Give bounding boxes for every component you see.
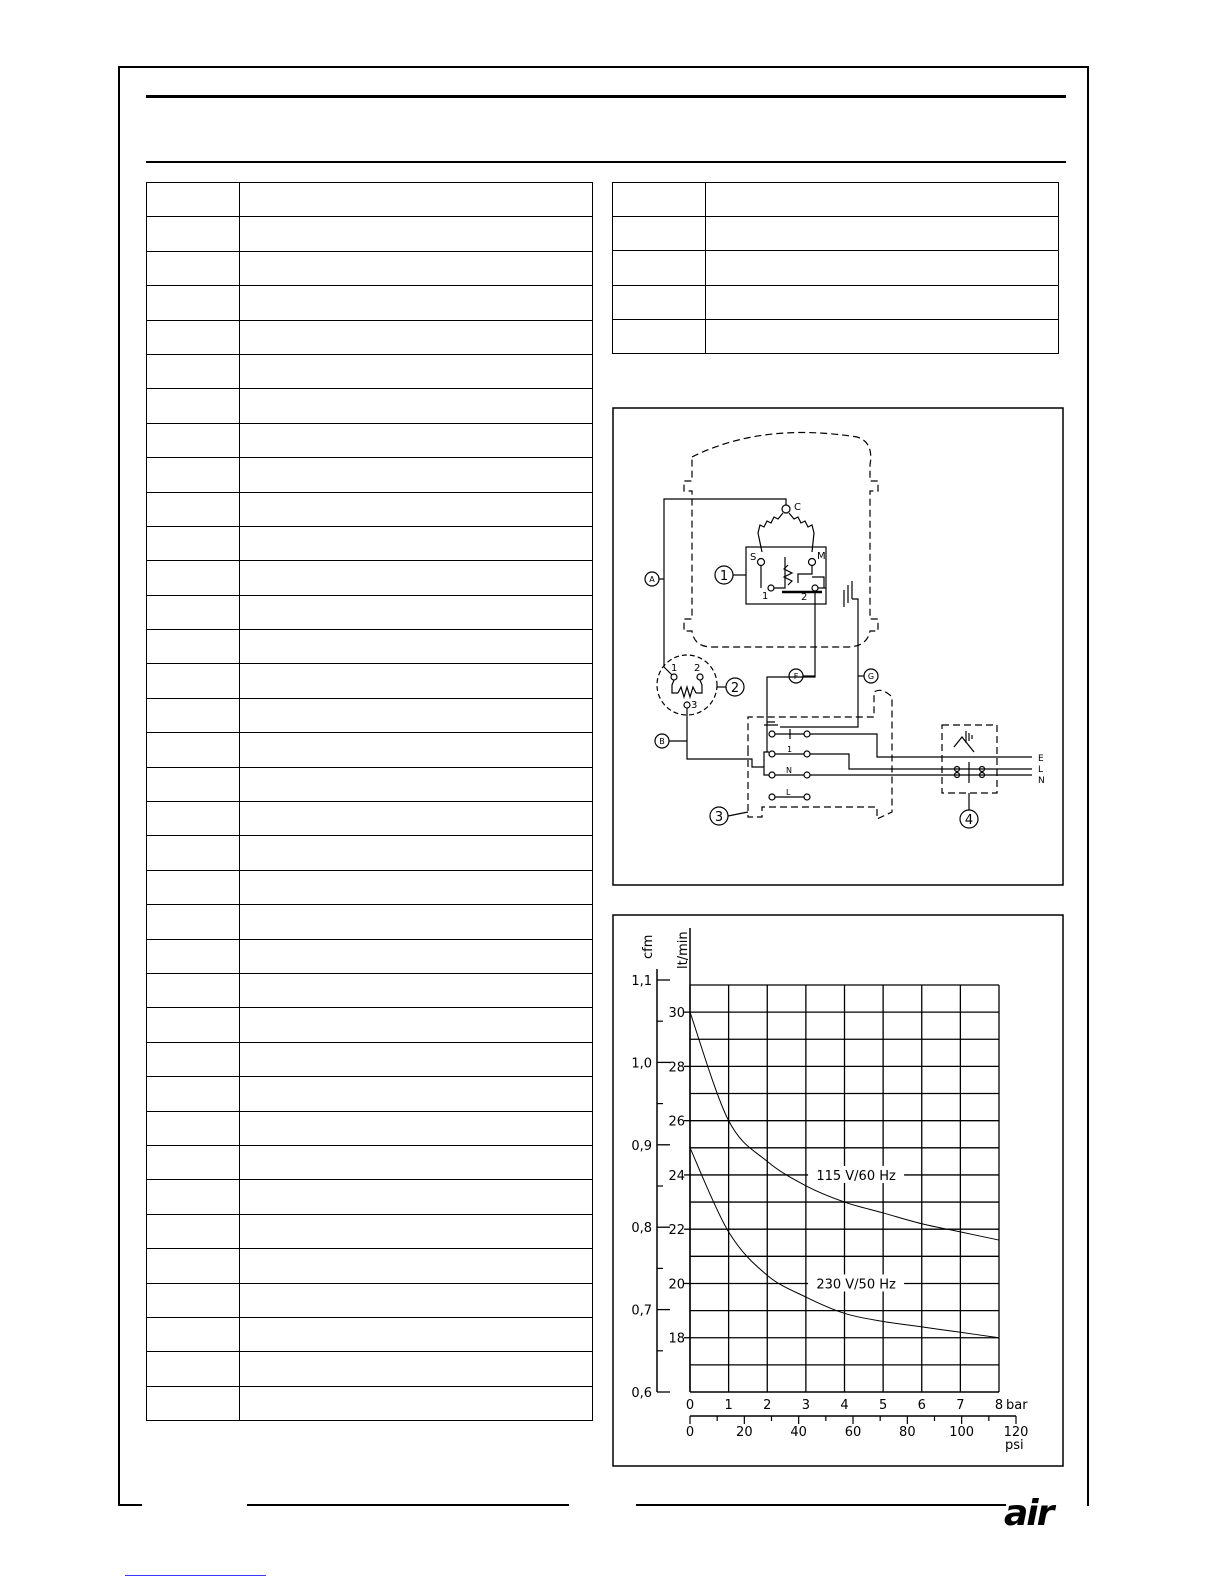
table-row xyxy=(147,870,593,904)
footer-rule-middle xyxy=(247,1504,569,1506)
table-row xyxy=(147,664,593,698)
cell-number xyxy=(147,870,240,904)
callout-f-text: F xyxy=(793,672,799,681)
table-row xyxy=(613,319,1059,353)
table-row xyxy=(613,217,1059,251)
cell-number xyxy=(147,939,240,973)
y-tick-label: 28 xyxy=(668,1060,685,1076)
callout-1-text: 1 xyxy=(719,569,729,584)
cell-number xyxy=(147,492,240,526)
cell-description xyxy=(706,183,1059,217)
cell-number xyxy=(147,973,240,1007)
table-row xyxy=(147,217,593,251)
cell-description xyxy=(240,389,593,423)
table-row xyxy=(147,320,593,354)
cell-description xyxy=(240,423,593,457)
table-row xyxy=(147,389,593,423)
parts-table-left xyxy=(146,182,593,1421)
page-frame-bottom xyxy=(118,1504,142,1506)
cell-description xyxy=(240,698,593,732)
table-row xyxy=(147,1180,593,1214)
cell-number xyxy=(613,217,706,251)
label-p2: 2 xyxy=(694,663,701,674)
winding-start xyxy=(758,513,783,552)
cell-description xyxy=(706,285,1059,319)
table-row xyxy=(147,973,593,1007)
cell-description xyxy=(240,1042,593,1076)
page-frame-left xyxy=(118,66,120,1506)
x-tick-label: 3 xyxy=(801,1398,811,1413)
parts-table-right xyxy=(612,182,1059,354)
cell-number xyxy=(147,630,240,664)
cell-number xyxy=(147,1249,240,1283)
page-frame-top xyxy=(118,66,1089,68)
table-row xyxy=(147,698,593,732)
callout-a-text: A xyxy=(649,575,655,584)
table-row xyxy=(147,939,593,973)
x-tick-label: 4 xyxy=(840,1398,849,1413)
cell-description xyxy=(240,217,593,251)
cell-description xyxy=(240,664,593,698)
table-row xyxy=(147,183,593,217)
cell-number xyxy=(147,251,240,285)
label-n: N xyxy=(1038,776,1045,786)
label-l: L xyxy=(1038,765,1044,775)
cfm-tick-label: 1,0 xyxy=(631,1056,652,1072)
y-axis-label: lt/min xyxy=(676,931,691,969)
brand-logo: air xyxy=(1004,1493,1053,1534)
x-tick-label: 0 xyxy=(685,1398,695,1413)
footer-link-underline xyxy=(125,1575,266,1576)
cell-number xyxy=(147,1317,240,1351)
cell-number xyxy=(147,1042,240,1076)
cell-description xyxy=(706,319,1059,353)
table-row xyxy=(147,1214,593,1248)
cell-number xyxy=(147,733,240,767)
table-row xyxy=(147,1042,593,1076)
cell-number xyxy=(147,354,240,388)
footer-rule-right xyxy=(636,1504,1006,1506)
table-row xyxy=(147,1249,593,1283)
cell-description xyxy=(706,217,1059,251)
psi-axis-label: psi xyxy=(1005,1438,1024,1453)
cell-description xyxy=(240,973,593,1007)
cell-number xyxy=(147,183,240,217)
cell-description xyxy=(240,1386,593,1420)
cell-description xyxy=(240,354,593,388)
cell-description xyxy=(240,1180,593,1214)
cell-number xyxy=(613,251,706,285)
table-row xyxy=(147,767,593,801)
table-row xyxy=(147,905,593,939)
cell-number xyxy=(147,389,240,423)
y-tick-label: 22 xyxy=(668,1223,685,1239)
cell-number xyxy=(147,423,240,457)
table-row xyxy=(613,183,1059,217)
label-box-1: 1 xyxy=(787,745,793,754)
terminal-c xyxy=(782,505,790,513)
header-rule-thin xyxy=(146,161,1066,163)
cfm-tick-label: 0,6 xyxy=(631,1386,652,1401)
psi-tick-label: 100 xyxy=(949,1425,975,1440)
cell-number xyxy=(147,1352,240,1386)
x-tick-label: 5 xyxy=(878,1398,888,1413)
label-t2: 2 xyxy=(801,592,808,603)
cell-description xyxy=(240,561,593,595)
cell-description xyxy=(240,286,593,320)
cell-number xyxy=(147,802,240,836)
y-tick-label: 24 xyxy=(668,1168,685,1184)
table-row xyxy=(147,458,593,492)
cell-description xyxy=(240,836,593,870)
cell-description xyxy=(240,595,593,629)
callout-4-text: 4 xyxy=(964,813,974,828)
cell-description xyxy=(240,492,593,526)
table-row xyxy=(147,1008,593,1042)
table-row xyxy=(147,1077,593,1111)
cell-number xyxy=(147,526,240,560)
cell-description xyxy=(240,1283,593,1317)
psi-tick-label: 120 xyxy=(1003,1425,1029,1440)
cell-description xyxy=(240,939,593,973)
chart-border xyxy=(613,915,1063,1466)
cell-number xyxy=(147,905,240,939)
table-row xyxy=(147,1386,593,1420)
cfm-tick-label: 0,9 xyxy=(631,1138,652,1154)
table-row xyxy=(147,1111,593,1145)
label-e: E xyxy=(1038,754,1044,764)
cell-number xyxy=(147,1111,240,1145)
cell-description xyxy=(240,526,593,560)
table-row xyxy=(147,630,593,664)
table-row xyxy=(147,1283,593,1317)
page-frame-right xyxy=(1087,66,1089,1506)
label-p1: 1 xyxy=(671,663,678,674)
table-row xyxy=(147,251,593,285)
flow-rate-chart xyxy=(612,914,1064,1468)
cell-number xyxy=(147,1077,240,1111)
cell-number xyxy=(147,595,240,629)
cell-number xyxy=(147,561,240,595)
cell-number xyxy=(147,1180,240,1214)
cell-description xyxy=(240,870,593,904)
psi-tick-label: 80 xyxy=(899,1425,916,1440)
y-tick-label: 20 xyxy=(668,1277,685,1293)
cell-description xyxy=(240,733,593,767)
table-row xyxy=(147,561,593,595)
table-row xyxy=(147,1317,593,1351)
y-tick-label: 30 xyxy=(668,1006,685,1022)
x-tick-label: 2 xyxy=(763,1398,772,1413)
cell-number xyxy=(613,183,706,217)
wire-live xyxy=(810,754,1032,769)
chart-labels xyxy=(631,931,1028,1453)
table-row xyxy=(147,802,593,836)
label-s: S xyxy=(750,552,757,563)
cell-number xyxy=(147,767,240,801)
terminal-s xyxy=(758,559,765,566)
label-m: M xyxy=(817,551,826,562)
cell-description xyxy=(240,1249,593,1283)
label-box-l: L xyxy=(786,788,791,797)
table-row xyxy=(147,286,593,320)
cell-description xyxy=(240,183,593,217)
cell-description xyxy=(240,1008,593,1042)
cell-number xyxy=(147,836,240,870)
label-t1: 1 xyxy=(762,591,769,602)
series-label: 230 V/50 Hz xyxy=(816,1277,896,1293)
wiring-diagram xyxy=(612,407,1064,887)
terminal-1 xyxy=(768,585,774,591)
table-row xyxy=(147,733,593,767)
cell-description xyxy=(240,1214,593,1248)
callout-3-text: 3 xyxy=(714,810,724,825)
cell-number xyxy=(147,217,240,251)
cell-number xyxy=(147,1214,240,1248)
cfm-tick-label: 0,7 xyxy=(631,1303,652,1319)
callout-2-text: 2 xyxy=(730,681,740,696)
cell-description xyxy=(240,458,593,492)
psi-tick-label: 0 xyxy=(685,1425,695,1440)
table-row xyxy=(147,1352,593,1386)
psi-tick-label: 60 xyxy=(844,1425,862,1440)
compressor-shell xyxy=(684,433,878,648)
x-tick-label: 1 xyxy=(724,1398,733,1413)
cell-number xyxy=(147,1386,240,1420)
x-tick-label: 6 xyxy=(917,1398,926,1413)
cell-number xyxy=(147,1283,240,1317)
cell-description xyxy=(240,905,593,939)
x-tick-label: 8 xyxy=(994,1398,1004,1413)
x-axis-label: bar xyxy=(1006,1398,1028,1413)
label-c: C xyxy=(794,502,801,513)
terminal-2 xyxy=(812,585,818,591)
cell-number xyxy=(147,1145,240,1179)
label-p3: 3 xyxy=(691,700,698,711)
cell-number xyxy=(613,285,706,319)
terminal-m xyxy=(809,559,816,566)
table-row xyxy=(147,1145,593,1179)
cell-number xyxy=(613,319,706,353)
cell-number xyxy=(147,698,240,732)
cell-description xyxy=(240,1145,593,1179)
cell-number xyxy=(147,320,240,354)
cfm-axis-label: cfm xyxy=(641,934,656,959)
table-row xyxy=(147,423,593,457)
psi-tick-label: 20 xyxy=(736,1425,753,1440)
winding-main xyxy=(789,513,814,552)
label-box-n: N xyxy=(786,766,792,775)
table-row xyxy=(613,285,1059,319)
wire-g xyxy=(780,677,858,727)
table-row xyxy=(147,595,593,629)
cell-description xyxy=(240,1352,593,1386)
cfm-tick-label: 1,1 xyxy=(631,974,652,989)
cell-description xyxy=(240,320,593,354)
cell-number xyxy=(147,458,240,492)
callout-g-text: G xyxy=(867,672,875,681)
psi-tick-label: 40 xyxy=(790,1425,807,1440)
table-row xyxy=(147,354,593,388)
table-row xyxy=(613,251,1059,285)
cell-description xyxy=(240,1111,593,1145)
table-row xyxy=(147,836,593,870)
cell-number xyxy=(147,1008,240,1042)
series-label: 115 V/60 Hz xyxy=(816,1168,896,1184)
cell-number xyxy=(147,286,240,320)
cell-description xyxy=(706,251,1059,285)
callout-b-text: B xyxy=(659,737,665,746)
cfm-tick-label: 0,8 xyxy=(631,1221,652,1237)
table-row xyxy=(147,526,593,560)
y-tick-label: 26 xyxy=(668,1114,685,1130)
cell-description xyxy=(240,251,593,285)
header-rule-thick xyxy=(146,95,1066,98)
cell-number xyxy=(147,664,240,698)
x-tick-label: 7 xyxy=(956,1398,965,1413)
cell-description xyxy=(240,767,593,801)
table-row xyxy=(147,492,593,526)
protector-heater xyxy=(678,687,696,697)
cell-description xyxy=(240,1317,593,1351)
cell-description xyxy=(240,630,593,664)
cell-description xyxy=(240,1077,593,1111)
y-tick-label: 18 xyxy=(668,1331,685,1347)
cell-description xyxy=(240,802,593,836)
